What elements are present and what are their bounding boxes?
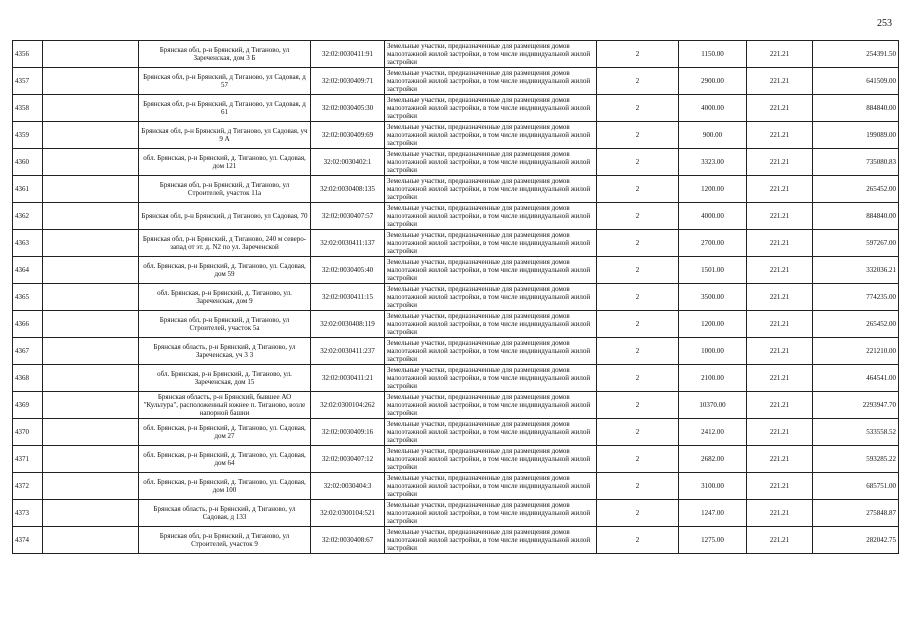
cadastral-value-cell: 641509.00	[813, 68, 899, 95]
cadastral-number-cell: 32:02:0030408:67	[311, 527, 385, 554]
blank-cell	[43, 338, 139, 365]
area-cell: 4000.00	[679, 203, 747, 230]
cadastral-number-cell: 32:02:0030407:12	[311, 446, 385, 473]
category-code-cell: 2	[597, 95, 679, 122]
address-cell: Брянская обл, р-н Брянский, д Тиганово, 240 м северо-запад от эт. д. N2 по ул. Зареченской	[139, 230, 311, 257]
area-cell: 3100.00	[679, 473, 747, 500]
cadastral-number-cell: 32:02:0030411:21	[311, 365, 385, 392]
blank-cell	[43, 68, 139, 95]
category-code-cell: 2	[597, 41, 679, 68]
address-cell: обл. Брянская, р-н Брянский, д. Тиганово, ул. Зареченская, дом 15	[139, 365, 311, 392]
blank-cell	[43, 365, 139, 392]
blank-cell	[43, 419, 139, 446]
row-number-cell: 4371	[13, 446, 43, 473]
specific-value-cell: 221.21	[747, 446, 813, 473]
blank-cell	[43, 311, 139, 338]
table-row	[13, 473, 899, 500]
category-code-cell: 2	[597, 284, 679, 311]
table-row	[13, 284, 899, 311]
table-row	[13, 446, 899, 473]
cadastral-value-cell: 533558.52	[813, 419, 899, 446]
row-number-cell: 4357	[13, 68, 43, 95]
cadastral-number-cell: 32:02:0300104:521	[311, 500, 385, 527]
land-use-cell: Земельные участки, предназначенные для размещения домов малоэтажной жилой застройки, в том числе индивидуальной жилой застройки	[385, 311, 597, 338]
area-cell: 3323.00	[679, 149, 747, 176]
area-cell: 1000.00	[679, 338, 747, 365]
area-cell: 10370.00	[679, 392, 747, 419]
table-row	[13, 122, 899, 149]
address-cell: Брянская обл, р-н Брянский, д Тиганово, ул Садовая, д 57	[139, 68, 311, 95]
row-number-cell: 4365	[13, 284, 43, 311]
category-code-cell: 2	[597, 392, 679, 419]
category-code-cell: 2	[597, 122, 679, 149]
area-cell: 1275.00	[679, 527, 747, 554]
address-cell: обл. Брянская, р-н Брянский, д. Тиганово, ул. Зареченская, дом 9	[139, 284, 311, 311]
address-cell: Брянская обл, р-н Брянский, д Тиганово, ул Строителей, участок 9	[139, 527, 311, 554]
land-use-cell: Земельные участки, предназначенные для размещения домов малоэтажной жилой застройки, в том числе индивидуальной жилой застройки	[385, 41, 597, 68]
address-cell: Брянская область, р-н Брянский, д Тиганово, ул Зареченская, уч 3 3	[139, 338, 311, 365]
cadastral-number-cell: 32:02:0030409:69	[311, 122, 385, 149]
table-row	[13, 527, 899, 554]
cadastral-number-cell: 32:02:0030411:15	[311, 284, 385, 311]
address-cell: Брянская обл, р-н Брянский, д Тиганово, ул Садовая, уч 9 А	[139, 122, 311, 149]
land-use-cell: Земельные участки, предназначенные для размещения домов малоэтажной жилой застройки, в том числе индивидуальной жилой застройки	[385, 446, 597, 473]
category-code-cell: 2	[597, 149, 679, 176]
area-cell: 2412.00	[679, 419, 747, 446]
blank-cell	[43, 122, 139, 149]
table-row	[13, 68, 899, 95]
category-code-cell: 2	[597, 203, 679, 230]
blank-cell	[43, 257, 139, 284]
blank-cell	[43, 149, 139, 176]
specific-value-cell: 221.21	[747, 473, 813, 500]
blank-cell	[43, 392, 139, 419]
cadastral-number-cell: 32:02:0300104:262	[311, 392, 385, 419]
area-cell: 1200.00	[679, 311, 747, 338]
land-use-cell: Земельные участки, предназначенные для размещения домов малоэтажной жилой застройки, в том числе индивидуальной жилой застройки	[385, 95, 597, 122]
category-code-cell: 2	[597, 257, 679, 284]
address-cell: Брянская область, р-н Брянский, бывшее АО "Культура", расположенный южнее п. Тиганово, возле напорной башни	[139, 392, 311, 419]
area-cell: 2682.00	[679, 446, 747, 473]
cadastral-number-cell: 32:02:0030409:71	[311, 68, 385, 95]
row-number-cell: 4368	[13, 365, 43, 392]
table-row	[13, 311, 899, 338]
cadastral-value-cell: 275848.87	[813, 500, 899, 527]
address-cell: обл. Брянская, р-н Брянский, д. Тиганово, ул. Садовая, дом 64	[139, 446, 311, 473]
blank-cell	[43, 41, 139, 68]
table-row	[13, 392, 899, 419]
cadastral-value-cell: 265452.00	[813, 176, 899, 203]
area-cell: 2700.00	[679, 230, 747, 257]
specific-value-cell: 221.21	[747, 149, 813, 176]
cadastral-number-cell: 32:02:0030404:3	[311, 473, 385, 500]
address-cell: Брянская обл, р-н Брянский, д Тиганово, ул Садовая, д 61	[139, 95, 311, 122]
land-use-cell: Земельные участки, предназначенные для размещения домов малоэтажной жилой застройки, в том числе индивидуальной жилой застройки	[385, 500, 597, 527]
row-number-cell: 4374	[13, 527, 43, 554]
row-number-cell: 4363	[13, 230, 43, 257]
blank-cell	[43, 500, 139, 527]
area-cell: 4000.00	[679, 95, 747, 122]
area-cell: 900.00	[679, 122, 747, 149]
specific-value-cell: 221.21	[747, 527, 813, 554]
land-use-cell: Земельные участки, предназначенные для размещения домов малоэтажной жилой застройки, в том числе индивидуальной жилой застройки	[385, 203, 597, 230]
address-cell: обл. Брянская, р-н Брянский, д. Тиганово, ул. Садовая, дом 100	[139, 473, 311, 500]
address-cell: Брянская обл, р-н Брянский, д Тиганово, ул Строителей, участок 11а	[139, 176, 311, 203]
cadastral-number-cell: 32:02:0030411:91	[311, 41, 385, 68]
blank-cell	[43, 203, 139, 230]
cadastral-value-cell: 884840.00	[813, 203, 899, 230]
area-cell: 2100.00	[679, 365, 747, 392]
row-number-cell: 4359	[13, 122, 43, 149]
table-body	[13, 41, 899, 554]
page-number: 253	[877, 18, 892, 29]
table-row	[13, 176, 899, 203]
cadastral-value-cell: 2293947.70	[813, 392, 899, 419]
row-number-cell: 4362	[13, 203, 43, 230]
area-cell: 1247.00	[679, 500, 747, 527]
land-use-cell: Земельные участки, предназначенные для размещения домов малоэтажной жилой застройки, в том числе индивидуальной жилой застройки	[385, 338, 597, 365]
cadastral-number-cell: 32:02:0030408:135	[311, 176, 385, 203]
category-code-cell: 2	[597, 500, 679, 527]
specific-value-cell: 221.21	[747, 41, 813, 68]
specific-value-cell: 221.21	[747, 338, 813, 365]
table-row	[13, 365, 899, 392]
table-row	[13, 257, 899, 284]
cadastral-value-cell: 884840.00	[813, 95, 899, 122]
blank-cell	[43, 230, 139, 257]
specific-value-cell: 221.21	[747, 392, 813, 419]
cadastral-number-cell: 32:02:0030407:57	[311, 203, 385, 230]
cadastral-number-cell: 32:02:0030409:16	[311, 419, 385, 446]
specific-value-cell: 221.21	[747, 176, 813, 203]
land-use-cell: Земельные участки, предназначенные для размещения домов малоэтажной жилой застройки, в том числе индивидуальной жилой застройки	[385, 257, 597, 284]
cadastral-number-cell: 32:02:0030405:30	[311, 95, 385, 122]
table-row	[13, 149, 899, 176]
area-cell: 2900.00	[679, 68, 747, 95]
land-use-cell: Земельные участки, предназначенные для размещения домов малоэтажной жилой застройки, в том числе индивидуальной жилой застройки	[385, 419, 597, 446]
specific-value-cell: 221.21	[747, 257, 813, 284]
land-use-cell: Земельные участки, предназначенные для размещения домов малоэтажной жилой застройки, в том числе индивидуальной жилой застройки	[385, 284, 597, 311]
cadastral-number-cell: 32:02:0030405:40	[311, 257, 385, 284]
cadastral-value-cell: 332036.21	[813, 257, 899, 284]
area-cell: 1150.00	[679, 41, 747, 68]
cadastral-value-cell: 199089.00	[813, 122, 899, 149]
specific-value-cell: 221.21	[747, 203, 813, 230]
cadastral-value-cell: 221210.00	[813, 338, 899, 365]
table-row	[13, 230, 899, 257]
address-cell: обл. Брянская, р-н Брянский, д. Тиганово, ул. Садовая, дом 59	[139, 257, 311, 284]
cadastral-value-cell: 265452.00	[813, 311, 899, 338]
row-number-cell: 4364	[13, 257, 43, 284]
address-cell: Брянская область, р-н Брянский, д Тиганово, ул Садовая, д 133	[139, 500, 311, 527]
cadastral-value-cell: 254391.50	[813, 41, 899, 68]
category-code-cell: 2	[597, 68, 679, 95]
blank-cell	[43, 527, 139, 554]
blank-cell	[43, 176, 139, 203]
table-row	[13, 338, 899, 365]
land-use-cell: Земельные участки, предназначенные для размещения домов малоэтажной жилой застройки, в том числе индивидуальной жилой застройки	[385, 365, 597, 392]
table-row	[13, 500, 899, 527]
cadastral-value-cell: 593285.22	[813, 446, 899, 473]
row-number-cell: 4361	[13, 176, 43, 203]
cadastral-value-cell: 464541.00	[813, 365, 899, 392]
category-code-cell: 2	[597, 230, 679, 257]
cadastral-value-cell: 685751.00	[813, 473, 899, 500]
area-cell: 1501.00	[679, 257, 747, 284]
land-use-cell: Земельные участки, предназначенные для размещения домов малоэтажной жилой застройки, в том числе индивидуальной жилой застройки	[385, 68, 597, 95]
cadastral-value-cell: 735080.83	[813, 149, 899, 176]
row-number-cell: 4367	[13, 338, 43, 365]
cadastral-number-cell: 32:02:0030408:119	[311, 311, 385, 338]
table-row	[13, 419, 899, 446]
cadastral-value-table	[12, 40, 899, 554]
category-code-cell: 2	[597, 176, 679, 203]
land-use-cell: Земельные участки, предназначенные для размещения домов малоэтажной жилой застройки, в том числе индивидуальной жилой застройки	[385, 149, 597, 176]
category-code-cell: 2	[597, 311, 679, 338]
specific-value-cell: 221.21	[747, 311, 813, 338]
land-use-cell: Земельные участки, предназначенные для размещения домов малоэтажной жилой застройки, в том числе индивидуальной жилой застройки	[385, 176, 597, 203]
specific-value-cell: 221.21	[747, 95, 813, 122]
blank-cell	[43, 284, 139, 311]
specific-value-cell: 221.21	[747, 284, 813, 311]
specific-value-cell: 221.21	[747, 68, 813, 95]
row-number-cell: 4373	[13, 500, 43, 527]
address-cell: Брянская обл, р-н Брянский, д Тиганово, ул Садовая, 70	[139, 203, 311, 230]
cadastral-number-cell: 32:02:0030411:237	[311, 338, 385, 365]
cadastral-number-cell: 32:02:0030402:1	[311, 149, 385, 176]
table-row	[13, 203, 899, 230]
land-use-cell: Земельные участки, предназначенные для размещения домов малоэтажной жилой застройки, в том числе индивидуальной жилой застройки	[385, 122, 597, 149]
address-cell: Брянская обл, р-н Брянский, д Тиганово, ул Строителей, участок 5а	[139, 311, 311, 338]
blank-cell	[43, 473, 139, 500]
land-use-cell: Земельные участки, предназначенные для размещения домов малоэтажной жилой застройки, в том числе индивидуальной жилой застройки	[385, 230, 597, 257]
row-number-cell: 4356	[13, 41, 43, 68]
category-code-cell: 2	[597, 419, 679, 446]
row-number-cell: 4360	[13, 149, 43, 176]
category-code-cell: 2	[597, 473, 679, 500]
specific-value-cell: 221.21	[747, 230, 813, 257]
specific-value-cell: 221.21	[747, 365, 813, 392]
row-number-cell: 4369	[13, 392, 43, 419]
category-code-cell: 2	[597, 527, 679, 554]
row-number-cell: 4358	[13, 95, 43, 122]
cadastral-value-cell: 774235.00	[813, 284, 899, 311]
row-number-cell: 4370	[13, 419, 43, 446]
address-cell: обл. Брянская, р-н Брянский, д. Тиганово, ул. Садовая, дом 27	[139, 419, 311, 446]
specific-value-cell: 221.21	[747, 500, 813, 527]
category-code-cell: 2	[597, 365, 679, 392]
category-code-cell: 2	[597, 446, 679, 473]
table-row	[13, 41, 899, 68]
land-use-cell: Земельные участки, предназначенные для размещения домов малоэтажной жилой застройки, в том числе индивидуальной жилой застройки	[385, 527, 597, 554]
land-use-cell: Земельные участки, предназначенные для размещения домов малоэтажной жилой застройки, в том числе индивидуальной жилой застройки	[385, 473, 597, 500]
cadastral-number-cell: 32:02:0030411:137	[311, 230, 385, 257]
specific-value-cell: 221.21	[747, 419, 813, 446]
blank-cell	[43, 95, 139, 122]
blank-cell	[43, 446, 139, 473]
address-cell: обл. Брянская, р-н Брянский, д. Тиганово, ул. Садовая, дом 121	[139, 149, 311, 176]
cadastral-value-cell: 282042.75	[813, 527, 899, 554]
row-number-cell: 4372	[13, 473, 43, 500]
cadastral-value-cell: 597267.00	[813, 230, 899, 257]
specific-value-cell: 221.21	[747, 122, 813, 149]
row-number-cell: 4366	[13, 311, 43, 338]
category-code-cell: 2	[597, 338, 679, 365]
area-cell: 3500.00	[679, 284, 747, 311]
table-row	[13, 95, 899, 122]
address-cell: Брянская обл, р-н Брянский, д Тиганово, ул Зареченская, дом 3 Б	[139, 41, 311, 68]
area-cell: 1200.00	[679, 176, 747, 203]
land-use-cell: Земельные участки, предназначенные для размещения домов малоэтажной жилой застройки, в том числе индивидуальной жилой застройки	[385, 392, 597, 419]
